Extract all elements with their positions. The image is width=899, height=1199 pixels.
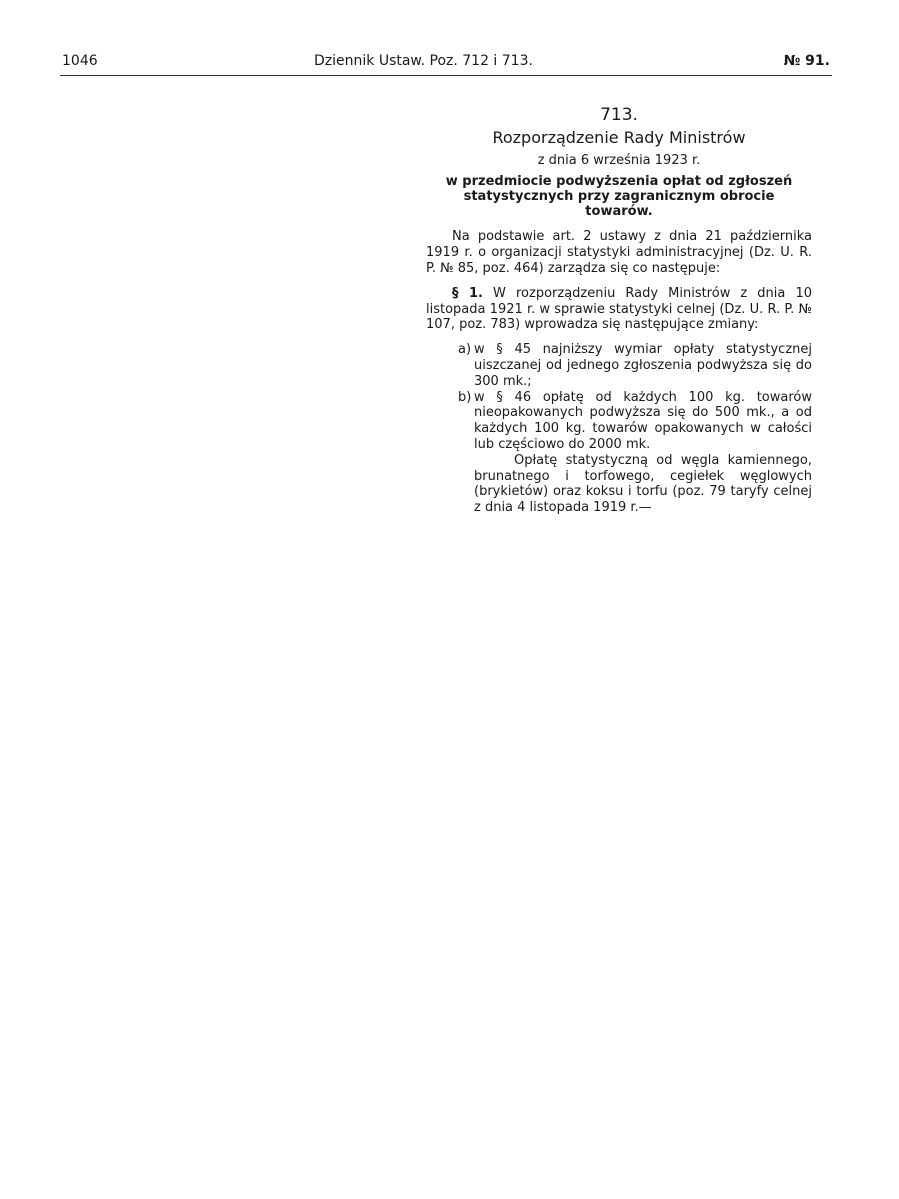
amendment-list [426, 342, 812, 453]
issue-number: № 91. [783, 53, 830, 69]
page-number: 1046 [62, 53, 98, 69]
list-item [426, 342, 812, 389]
list-item-text: w § 45 najniższy wymiar opłaty statystycznej uiszczanej od jednego zgłoszenia podwyższa się do 300 mk.; [474, 342, 812, 389]
article-column [426, 105, 812, 516]
journal-title: Dziennik Ustaw. Poz. 712 i 713. [314, 53, 533, 69]
section-1-mark: § 1. [452, 285, 483, 301]
article-date: z dnia 6 września 1923 r. [537, 152, 701, 168]
list-item-label: b) [458, 389, 472, 405]
header-rule [60, 75, 832, 76]
list-item [426, 390, 812, 453]
article-number: 713. [600, 105, 638, 125]
list-item-text: w § 46 opłatę od każdych 100 kg. towarów nieopakowanych podwyższa się do 500 mk., a od każdych 100 kg. towarów opakowanych w całości lub częściowo do 2000 mk. [474, 389, 812, 452]
article-subject: w przedmiocie podwyższenia opłat od zgłoszeń statystycznych przy zagranicznym obrocie towarów. [445, 174, 793, 220]
preamble-paragraph: Na podstawie art. 2 ustawy z dnia 21 października 1919 r. o organizacji statystyki administracyjnej (Dz. U. R. P. № 85, poz. 464) zarządza się co następuje: [426, 229, 812, 276]
section-1-paragraph [426, 286, 812, 333]
section-1-text: W rozporządzeniu Rady Ministrów z dnia 10 listopada 1921 r. w sprawie statystyki celnej (Dz. U. R. P. № 107, poz. 783) wprowadza się następujące zmiany: [426, 285, 812, 333]
article-title: Rozporządzenie Rady Ministrów [492, 127, 746, 147]
list-item-label: a) [458, 342, 472, 358]
continuation-paragraph: Opłatę statystyczną od węgla kamiennego, brunatnego i torfowego, cegiełek węglowych (brykietów) oraz koksu i torfu (poz. 79 taryfy celnej z dnia 4 listopada 1919 r.— [474, 452, 812, 516]
page-header [62, 53, 830, 75]
